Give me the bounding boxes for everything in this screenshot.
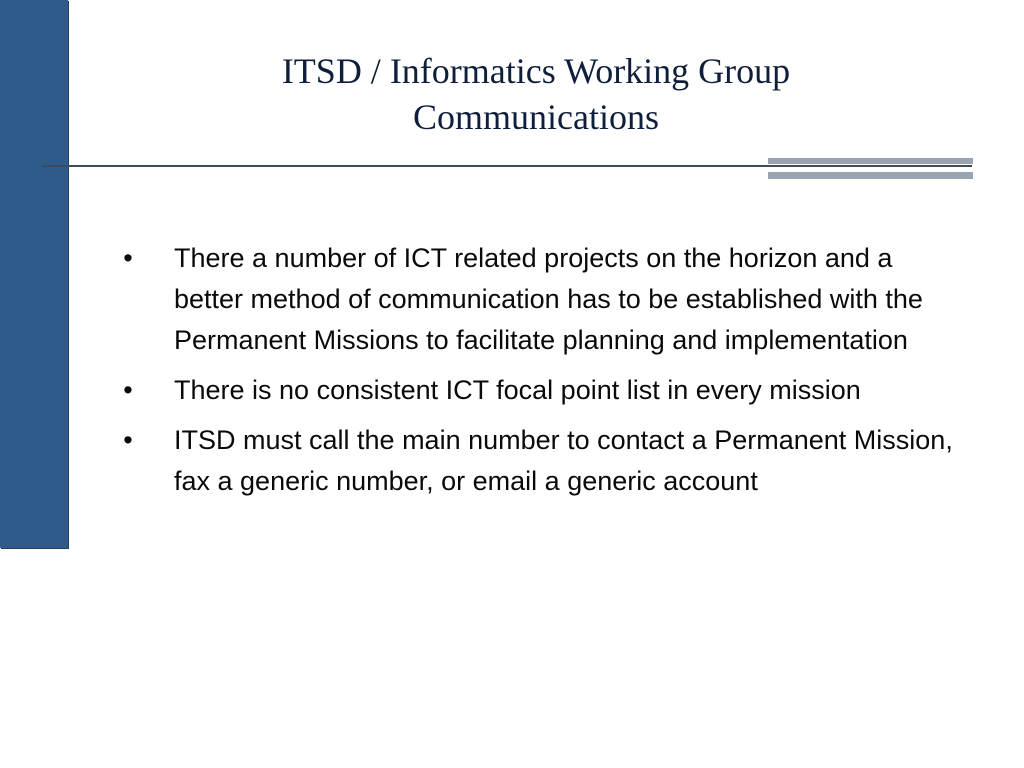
divider-accent-bottom — [768, 172, 973, 179]
bullet-item — [112, 420, 962, 502]
title-line-2: Communications — [413, 97, 659, 137]
bullet-text: There is no consistent ICT focal point list in every mission — [174, 375, 861, 405]
bullet-dot-icon: • — [123, 425, 133, 455]
slide-title — [130, 48, 942, 140]
bullet-list — [112, 238, 962, 511]
bullet-dot-icon: • — [123, 243, 133, 273]
divider-accent-top — [768, 158, 973, 164]
bullet-item — [112, 370, 962, 411]
left-accent-bar — [0, 0, 68, 548]
title-line-1: ITSD / Informatics Working Group — [281, 51, 791, 91]
bullet-text: There a number of ICT related projects on the horizon and a better method of communication has to be established with the Permanent Missions to facilitate planning and implementation — [174, 243, 923, 355]
bullet-text: ITSD must call the main number to contact a Permanent Mission, fax a generic number, or email a generic account — [174, 425, 953, 496]
bullet-item — [112, 238, 962, 361]
bullet-dot-icon: • — [123, 375, 133, 405]
title-divider-line — [42, 165, 972, 167]
